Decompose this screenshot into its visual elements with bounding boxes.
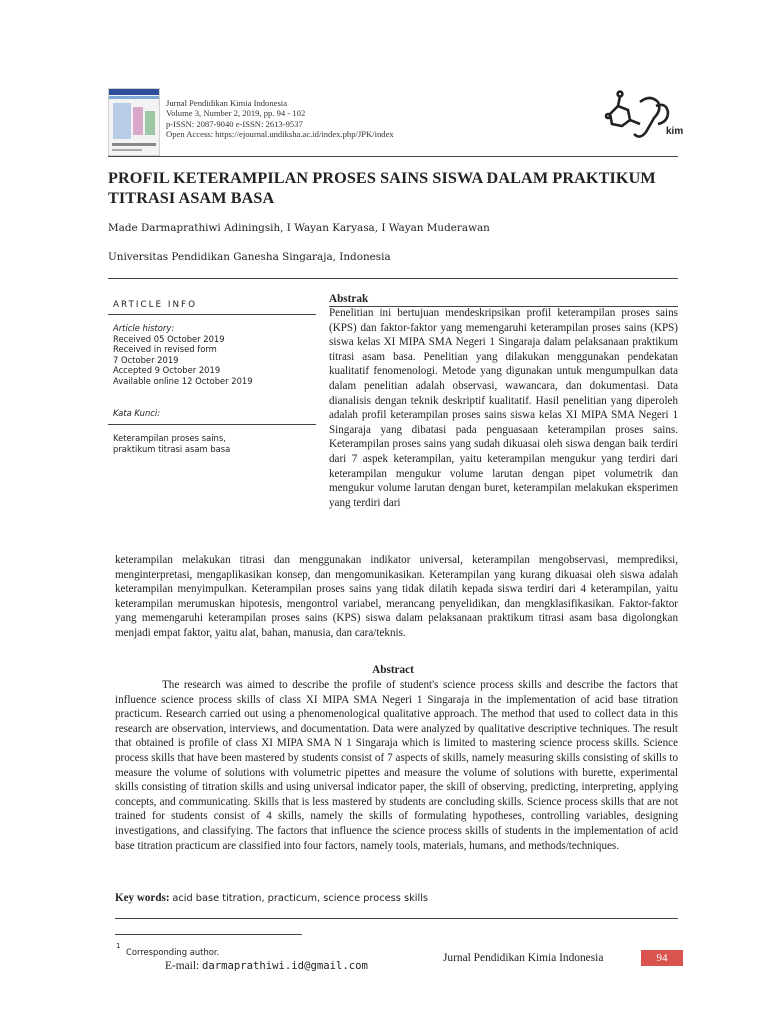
footnote-text: Corresponding author. [126,947,220,957]
key-words-value: acid base titration, practicum, science process skills [172,893,429,904]
corresponding-email [165,960,368,972]
article-history [113,323,253,387]
abstract-body [115,678,678,853]
journal-volume: Volume 3, Number 2, 2019, pp. 94 - 102 [166,108,306,119]
history-revised-date: 7 October 2019 [113,354,179,365]
abstrak-full-text: keterampilan melakukan titrasi dan menggunakan indikator universal, keterampilan mengobservasi, memprediksi, menginterpretasi, mengaplikasikan konsep, dan mengomunikasikan. Keterampilan yang kurang dikuasai oleh siswa adalah keterampilan menyimpulkan. Keterampilan proses sains yang tidak dilatih kepada siswa terdiri dari 4 keterampilan, yaitu keterampilan merumuskan hipotesis, mengontrol variabel, merancang penyelidikan, dan mengklasifikasikan. Faktor-faktor yang memengaruhi keterampilan proses sains (KPS) siswa dalam pelaksanaan praktikum titrasi asam basa digolongkan menjadi empat faktor, yaitu alat, bahan, manusia, dan cara/teknis. [115,554,678,639]
abstract-end-rule [115,918,678,919]
paper-title: PROFIL KETERAMPILAN PROSES SAINS SISWA DALAM PRAKTIKUM TITRASI ASAM BASA [108,169,656,207]
paper-authors: Made Darmaprathiwi Adiningsih, I Wayan Karyasa, I Wayan Muderawan [108,222,490,234]
history-label: Article history: [113,323,175,333]
abstrak-heading: Abstrak [329,293,369,305]
email-value: darmaprathiwi.id@gmail.com [202,960,368,972]
email-label: E-mail: [165,960,203,972]
jpkim-logo [596,84,688,146]
abstrak-column-text: Penelitian ini bertujuan mendeskripsikan profil keterampilan proses sains (KPS) dan faktor-faktor yang memengaruhi keterampilan proses sains (KPS) siswa kelas XI MIPA SMA Negeri 1 Singaraja dalam pelaksanaan praktikum titrasi asam basa. Penelitian yang dilakukan menggunakan pendekatan kualitatif fenomenologi. Metode yang digunakan untuk mengumpulkan data dalam penelitian adalah observasi, wawancara, dan dokumentasi. Data dianalisis dengan teknik deskriptif kualitatif. Hasil penelitian yang diperoleh adalah profil keterampilan proses sains siswa kelas XI MIPA SMA Negeri 1 Singaraja yang dibatasi pada penguasaan keterampilan proses sains. Keterampilan proses sains yang sudah dikuasai oleh siswa dengan baik terdiri dari 7 aspek keterampilan, yaitu keterampilan mengukur yang terdiri dari keterampilan mengukur volume larutan dengan pipet volumetrik dan mengukur volume larutan dengan buret, keterampilan melakukan eksperimen yang terdiri dari [329,307,678,509]
key-words-line [115,892,428,904]
history-available: Available online 12 October 2019 [113,375,253,386]
footnote-rule [115,934,302,935]
paper-affiliation: Universitas Pendidikan Ganesha Singaraja, Indonesia [108,251,391,263]
abstract-heading: Abstract [372,664,414,676]
kata-kunci-rule [108,424,316,425]
header-rule [108,156,678,157]
journal-issn: p-ISSN: 2087-9040 e-ISSN: 2613-9537 [166,118,303,129]
journal-info [166,98,394,140]
kata-kunci-values: Keterampilan proses sains, praktikum titrasi asam basa [113,433,231,454]
section-rule [108,278,678,279]
footer-journal-name: Jurnal Pendidikan Kimia Indonesia [443,952,604,964]
journal-name: Jurnal Pendidikan Kimia Indonesia [166,98,288,108]
abstract-text: The research was aimed to describe the profile of student's science process skills and describe the factors that influence science process skills of class XI MIPA SMA Negeri 1 Singaraja in the implementation of acid base titration practicum. Research carried out using a phenomenological qualitative approach. The method that used to collect data in this research are observation, interviews, and documentation. Data were analyzed by qualitative descriptive techniques. The result that obtained is profile of class XI MIPA SMA N 1 Singaraja which is limited to mastering science process skills. Science process skills that have been mastered by students consist of 7 aspects of skills, namely measuring skills consisting of skills to measure the volume of solutions with volumetric pipettes and measure the volume of solutions with burette, experimental skills consisting of titration skills and using universal indicator paper, the skill of observing, predicting, interpreting, applying concepts, and communicating. Skills that is less mastered by students are concluding skills. Science process skills that are not trained for students consist of 4 skills, namely the skills of formulating hypotheses, controlling variables, designing investigations, and classifying. The factors that influence the science process skills of students in the implementation of acid base titration practicum are classified into four factors, namely tools, materials, humans, and methods/techniques. [115,679,678,852]
page-number-badge: 94 [641,950,683,966]
journal-cover-thumbnail [108,88,160,156]
article-info-heading: ARTICLE INFO [113,300,198,310]
history-accepted: Accepted 9 October 2019 [113,365,221,376]
key-words-label: Key words: [115,892,170,904]
footnote-mark: 1 [116,942,121,950]
history-revised-label: Received in revised form [113,344,217,355]
history-received: Received 05 October 2019 [113,333,225,344]
svg-text:kim: kim [666,126,684,137]
kata-kunci-label: Kata Kunci: [113,408,161,418]
article-info-rule [108,314,316,315]
journal-open-access: Open Access: https://ejournal.undiksha.ac.id/index.php/JPK/index [166,129,394,140]
